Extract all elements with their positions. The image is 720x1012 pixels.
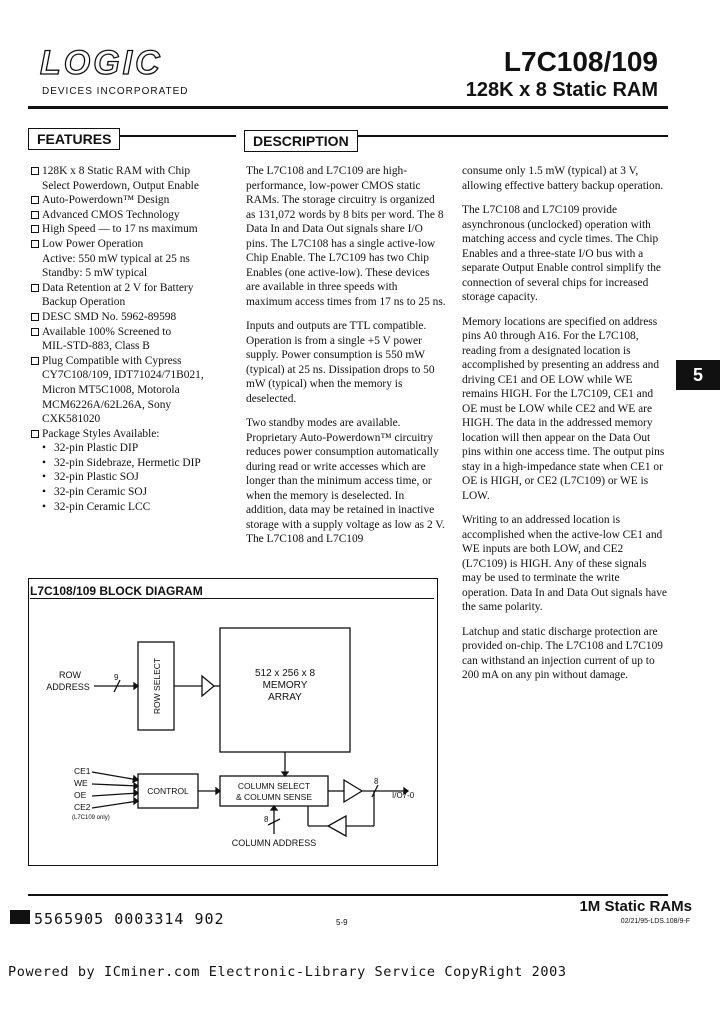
memory-label-1: 512 x 256 x 8 <box>254 668 316 679</box>
ce2-label: CE2 <box>74 802 91 812</box>
we-label: WE <box>74 778 88 788</box>
description-paragraph: The L7C108 and L7C109 provide asynchronous (unclocked) operation with matching access and cycle times. The Chip Enables and a three-state I/O bus with a separate Output Enable control simplify the connection of several chips for increased storage capacity. <box>462 204 661 303</box>
package-style-item: • 32-pin Sidebraze, Hermetic DIP <box>30 456 240 471</box>
column-address-label: COLUMN ADDRESS <box>231 838 317 848</box>
description-paragraph: Two standby modes are available. Proprietary Auto-Powerdown™ circuitry reduces power consumption automatically during read or write accesses which are longer than the minimum access time, or when the memory is deselected. In addition, data may be retained in inactive storage with a supply voltage as low as 2 V. The L7C108 and L7C109 <box>246 417 445 545</box>
feature-item: Plug Compatible with Cypress <box>30 354 240 369</box>
feature-item: Available 100% Screened to <box>30 325 240 340</box>
feature-item-continued: CXK581020 <box>42 413 101 426</box>
package-style-item: • 32-pin Ceramic SOJ <box>30 485 240 500</box>
feature-item: Advanced CMOS Technology <box>30 208 240 223</box>
section-tab: 5 <box>676 360 720 390</box>
part-number-title: L7C108/109 <box>503 46 658 77</box>
product-subtitle: 128K x 8 Static RAM <box>465 79 658 101</box>
feature-item-continued: CY7C108/109, IDT71024/71B021, <box>42 369 204 382</box>
company-subtitle: DEVICES INCORPORATED <box>42 86 189 97</box>
features-heading: FEATURES <box>28 128 120 150</box>
footer-rule <box>28 894 668 896</box>
io-label: I/O7-0 <box>392 791 415 800</box>
ce2-note: (L7C109 only) <box>72 815 110 821</box>
barcode-block <box>10 910 30 924</box>
row-bus-width: 9 <box>114 673 119 682</box>
description-heading: DESCRIPTION <box>244 130 358 152</box>
feature-item: DESC SMD No. 5962-89598 <box>30 310 240 325</box>
oe-label: OE <box>74 790 87 800</box>
feature-item-continued: Active: 550 mW typical at 25 ns <box>42 252 190 265</box>
barcode-number: 5565905 0003314 902 <box>34 910 225 928</box>
feature-item-continued: Backup Operation <box>42 296 126 309</box>
column-bus-width: 8 <box>264 815 269 824</box>
package-style-item: • 32-pin Plastic DIP <box>30 441 240 456</box>
description-column-2 <box>462 164 668 693</box>
row-address-label-1: ROW <box>59 670 81 680</box>
features-list <box>30 164 240 514</box>
section-name: 1M Static RAMs <box>579 898 692 915</box>
description-paragraph: Inputs and outputs are TTL compatible. Operation is from a single +5 V power supply. Power consumption is 550 mW (typical) at 25 ns. Dissipation drops to 50 mW (typical) when the memory is deselected. <box>246 320 435 405</box>
header-rule <box>28 106 668 109</box>
feature-item: Auto-Powerdown™ Design <box>30 193 240 208</box>
package-style-item: • 32-pin Plastic SOJ <box>30 470 240 485</box>
feature-item-continued: Select Powerdown, Output Enable <box>42 179 199 192</box>
column-select-label-1: COLUMN SELECT <box>237 781 311 791</box>
feature-item: 128K x 8 Static RAM with Chip <box>30 164 240 179</box>
column-select-label-2: & COLUMN SENSE <box>235 792 313 802</box>
control-label: CONTROL <box>147 786 189 796</box>
input-buffer-triangle <box>328 816 346 836</box>
memory-label-2: MEMORY <box>262 680 308 691</box>
memory-label-3: ARRAY <box>268 692 302 703</box>
description-paragraph: consume only 1.5 mW (typical) at 3 V, allowing effective battery backup operation. <box>462 165 664 192</box>
feature-item: Package Styles Available: <box>30 427 240 442</box>
block-diagram-title-rule <box>30 598 434 599</box>
powered-by-note: Powered by ICminer.com Electronic-Library Service CopyRight 2003 <box>8 964 567 980</box>
ce1-label: CE1 <box>74 766 91 776</box>
feature-item-continued: MCM6226A/62L26A, Sony <box>42 398 172 411</box>
company-logo: LOGIC <box>40 44 163 82</box>
description-column-1 <box>246 164 446 557</box>
block-diagram-title: L7C108/109 BLOCK DIAGRAM <box>30 584 203 598</box>
feature-item: Data Retention at 2 V for Battery <box>30 281 240 296</box>
document-code: 02/21/95-LDS.108/9-F <box>620 918 690 925</box>
feature-item-continued: Micron MT5C1008, Motorola <box>42 383 180 396</box>
feature-item-continued: MIL-STD-883, Class B <box>42 340 150 353</box>
block-diagram-svg <box>28 600 436 862</box>
description-paragraph: Writing to an addressed location is accomplished when the active-low CE1 and WE inputs are both LOW, and CE2 (L7C109) is HIGH. Any of these signals may be used to terminate the write operation. Data In and Data Out signals have the same polarity. <box>462 514 667 613</box>
feature-item: High Speed — to 17 ns maximum <box>30 222 240 237</box>
page-number: 5-9 <box>336 918 348 927</box>
row-buffer-triangle <box>202 676 214 696</box>
description-paragraph: Latchup and static discharge protection are provided on-chip. The L7C108 and L7C109 can withstand an injection current of up to 200 mA on any pin without damage. <box>462 625 663 681</box>
io-bus-width: 8 <box>374 777 379 786</box>
feature-item: Low Power Operation <box>30 237 240 252</box>
description-paragraph: Memory locations are specified on address pins A0 through A16. For the L7C108, reading from a designated location is accomplished by presenting an address and driving CE1 and OE LOW while WE remains HIGH. For the L7C109, CE1 and OE must be LOW while CE2 and WE are HIGH. The data in the addressed memory location will then appear on the Data Out pins within one access time. The output pins stay in a high-impedance state when CE1 or OE is HIGH, or CE2 (L7C109) or WE is LOW. <box>462 315 665 502</box>
row-select-label: ROW SELECT <box>152 657 162 715</box>
output-buffer-triangle <box>344 780 362 802</box>
package-style-item: • 32-pin Ceramic LCC <box>30 500 240 515</box>
feature-item-continued: Standby: 5 mW typical <box>42 267 148 280</box>
description-paragraph: The L7C108 and L7C109 are high-performance, low-power CMOS static RAMs. The storage circuitry is organized as 131,072 words by 8 bits per word. The 8 Data In and Data Out signals share I/O pins. The L7C108 has a single active-low Chip Enable. The L7C109 has two Chip Enables (one active-low). These devices are available in three speeds with maximum access times from 17 ns to 25 ns. <box>246 165 446 308</box>
row-address-label-2: ADDRESS <box>46 682 90 692</box>
